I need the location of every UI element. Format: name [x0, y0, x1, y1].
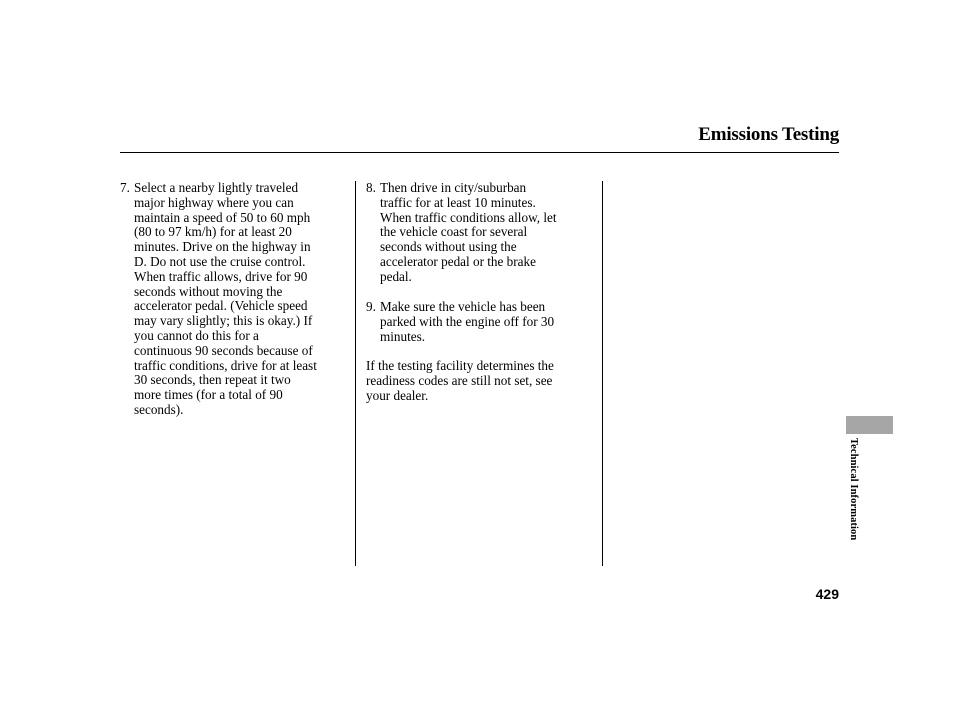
page-number: 429: [815, 586, 839, 602]
step-text: Make sure the vehicle has been parked with the engine off for 30 minutes.: [380, 299, 555, 344]
column-divider-right: [602, 181, 603, 566]
step-number: 7.: [120, 180, 130, 195]
closing-paragraph: If the testing facility determines the readiness codes are still not set, see your dealer.: [366, 358, 554, 403]
step-number: 9.: [366, 299, 376, 314]
section-side-label: Technical Information: [848, 438, 859, 541]
title-rule: [120, 152, 839, 153]
step-number: 8.: [366, 180, 376, 195]
column-divider-left: [355, 181, 356, 566]
step-text: Then drive in city/suburban traffic for at least 10 minutes. When traffic conditions allow, let the vehicle coast for several seconds without using the accelerator pedal or the brake pedal.: [380, 180, 557, 284]
step-text: Select a nearby lightly traveled major highway where you can maintain a speed of 50 to 60 mph (80 to 97 km/h) for at least 20 minutes. Drive on the highway in D. Do not use the cruise control. When traffic allows, drive for 90 seconds without moving the accelerator pedal. (Vehicle speed may vary slightly; this is okay.) If you cannot do this for a continuous 90 seconds because of traffic conditions, drive for at least 30 seconds, then repeat it two more times (for a total of 90 seconds).: [134, 180, 317, 417]
section-tab-marker: [846, 416, 893, 434]
page-title: Emissions Testing: [698, 124, 839, 145]
